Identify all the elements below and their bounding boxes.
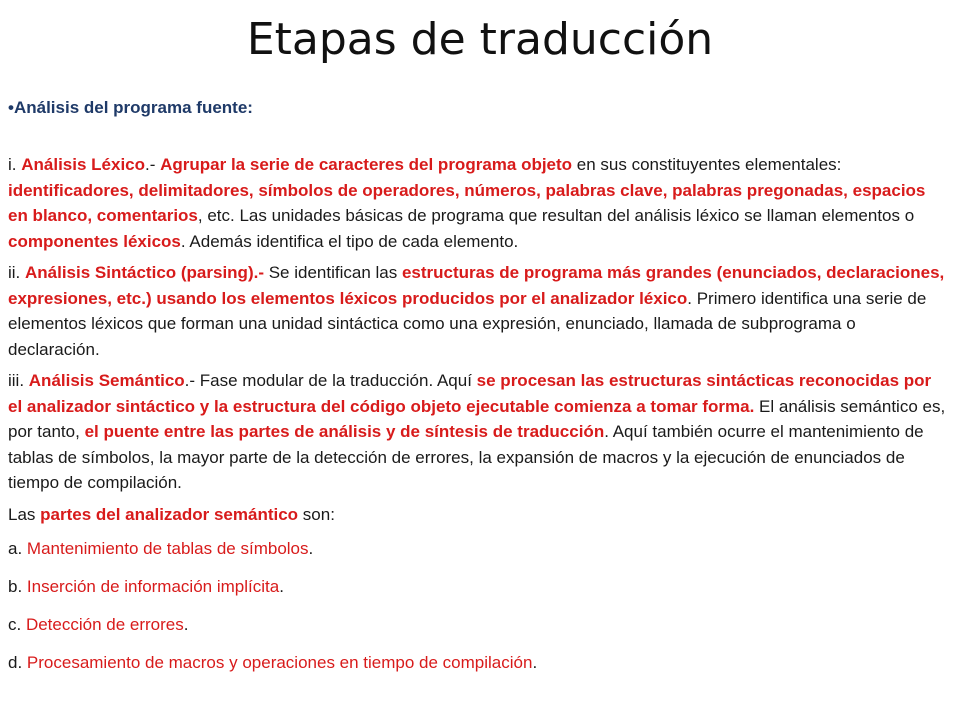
slide-body xyxy=(8,152,948,685)
sintactico-text-2: . Primero identifica una serie de elementos léxicos que forman una unidad sintáctica como una expresión, enunciado, llamada de subprograma o declaración. xyxy=(8,288,927,359)
semantico-text-3: . Aquí también ocurre el mantenimiento de tablas de símbolos, la mayor parte de la detección de errores, la expansión de macros y la ejecución de enunciados de tiempo de compilación. xyxy=(8,422,924,492)
lexico-heading: Análisis Léxico xyxy=(21,155,146,174)
list-item-text: Detección de errores xyxy=(25,615,184,634)
slide-title: Etapas de traducción xyxy=(246,14,714,65)
list-item-end: . xyxy=(308,539,314,558)
lexico-number: i. xyxy=(8,155,22,174)
lexico-highlight-2: identificadores, delimitadores, símbolos de operadores, números, palabras clave, palabras pregonadas, espacios en blanco, comentarios xyxy=(8,180,926,225)
list-item-end: . xyxy=(279,577,284,596)
list-item xyxy=(8,571,948,603)
partes-text-1: Las xyxy=(8,504,41,524)
list-item-label: d. xyxy=(8,653,27,672)
semantico-text-1: .- Fase modular de la traducción. Aquí xyxy=(184,371,477,390)
list-item-text: Mantenimiento de tablas de símbolos xyxy=(26,539,309,558)
list-item-label: a. xyxy=(8,539,27,558)
semantico-number: iii. xyxy=(8,371,29,390)
list-item-end: . xyxy=(532,653,538,672)
lexico-paragraph xyxy=(8,152,948,254)
list-item xyxy=(8,609,948,641)
lexico-highlight-1: Agrupar la serie de caracteres del programa objeto xyxy=(160,155,573,174)
list-item-text: Procesamiento de macros y operaciones en tiempo de compilación xyxy=(26,653,533,672)
semantico-paragraph xyxy=(8,368,948,496)
list-item-text: Inserción de información implícita xyxy=(26,577,280,596)
sintactico-text-1: Se identifican las xyxy=(264,263,402,282)
sintactico-heading: Análisis Sintáctico (parsing).- xyxy=(25,263,264,282)
lexico-text-3: . Además identifica el tipo de cada elemento. xyxy=(180,231,519,251)
list-item-label: c. xyxy=(8,615,26,634)
lexico-text-1: en sus constituyentes elementales: xyxy=(572,155,842,174)
sintactico-highlight-1: estructuras de programa más grandes (enunciados, declaraciones, expresiones, etc.) usando los elementos léxicos producidos por el analizador léxico xyxy=(8,263,945,308)
partes-highlight: partes del analizador semántico xyxy=(40,504,299,524)
section-heading: •Análisis del programa fuente: xyxy=(8,98,253,117)
lexico-separator: .- xyxy=(145,155,161,174)
semantico-highlight-1: se procesan las estructuras sintácticas reconocidas por el analizador sintáctico y la estructura del código objeto ejecutable comienza a tomar forma. xyxy=(8,371,932,416)
semantico-highlight-2: el puente entre las partes de análisis y de síntesis de traducción xyxy=(84,422,605,441)
partes-paragraph xyxy=(8,502,948,528)
sintactico-number: ii. xyxy=(8,263,25,282)
semantico-text-2: El análisis semántico es, por tanto, xyxy=(8,396,946,441)
sintactico-paragraph xyxy=(8,260,948,362)
semantico-heading: Análisis Semántico xyxy=(28,371,185,390)
partes-text-2: son: xyxy=(298,504,335,524)
lexico-text-2: , etc. Las unidades básicas de programa que resultan del análisis léxico se llaman elementos o xyxy=(197,206,915,225)
list-item xyxy=(8,533,948,565)
list-item-end: . xyxy=(183,615,189,634)
lexico-highlight-3: componentes léxicos xyxy=(8,231,181,251)
list-item xyxy=(8,647,948,679)
list-item-label: b. xyxy=(8,577,27,596)
